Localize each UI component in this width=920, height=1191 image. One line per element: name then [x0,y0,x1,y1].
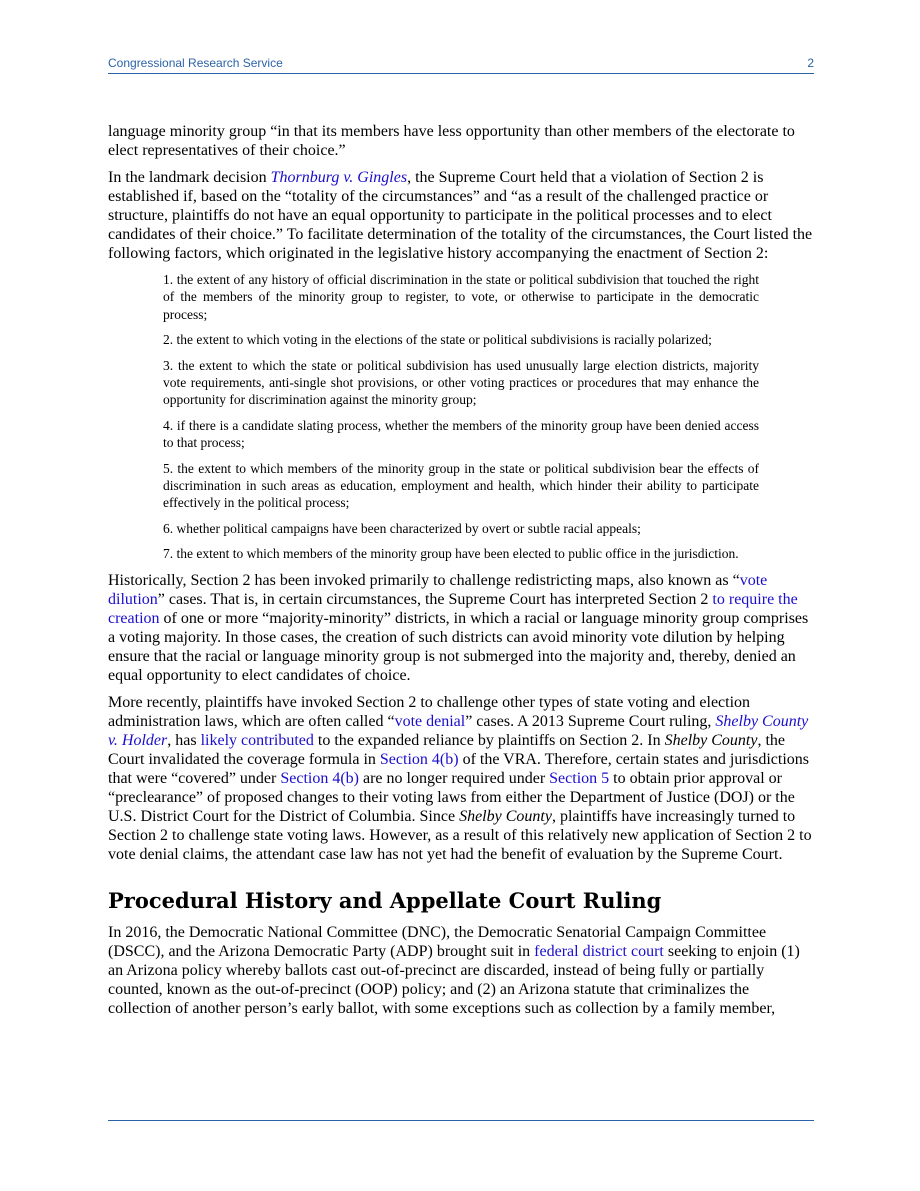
paragraph-gingles [108,168,814,263]
text: In 2016, the Democratic National Committee (DNC), the Democratic Senatorial Campaign Committee (DSCC), and the Arizona Democratic Party (ADP) brought suit in [108,923,767,960]
text: of one or more “majority-minority” districts, in which a racial or language minority group comprises a voting majority. In those cases, the creation of such districts can avoid minority vote dilution by helping ensure that the racial or language minority group is not submerged into the majority and, thereby, denied an equal opportunity to elect candidates of choice. [108,609,809,684]
text: Historically, Section 2 has been invoked primarily to challenge redistricting maps, also known as “ [108,571,740,589]
text: of the VRA. Therefore, certain states and jurisdictions that were “covered” under [108,750,809,787]
section-5-link[interactable]: Section 5 [549,769,610,787]
page-header [108,56,814,74]
vote-denial-link[interactable]: vote denial [394,712,466,730]
header-title: Congressional Research Service [108,56,283,70]
factor-item: 1. the extent of any history of official discrimination in the state or political subdivision that touched the right of the members of the minority group to register, to vote, or otherwise to participate in the democratic process; [163,272,759,322]
text: ” cases. That is, in certain circumstances, the Supreme Court has interpreted Section 2 [157,590,713,608]
text: More recently, plaintiffs have invoked Section 2 to challenge other types of state voting and election administration laws, which are often called “ [108,693,751,730]
footer-rule [108,1120,814,1121]
section-4b-link[interactable]: Section 4(b) [379,750,459,768]
paragraph-vote-dilution [108,571,814,685]
case-name: Shelby County [459,807,552,825]
text: In the landmark decision [108,169,271,186]
case-name: Shelby County [664,731,758,749]
factor-item: 7. the extent to which members of the minority group have been elected to public office in the jurisdiction. [163,546,739,562]
paragraph-procedural [108,923,814,1018]
section-heading: Procedural History and Appellate Court Ruling [108,887,662,913]
text: ” cases. A 2013 Supreme Court ruling, [465,712,716,730]
thornburg-link[interactable]: Thornburg v. Gingles [270,169,408,186]
require-creation-link[interactable]: to require the creation [108,590,798,627]
factor-item: 5. the extent to which members of the minority group in the state or political subdivision bear the effects of discrimination in such areas as education, employment and health, which hinder their ability to participate effectively in the political process; [163,460,759,511]
section-4b-link-2[interactable]: Section 4(b) [280,769,359,787]
text: , plaintiffs have increasingly turned to Section 2 to challenge state voting laws. However, as a result of this relatively new application of Section 2 to vote denial claims, the attendant case law has not yet had the benefit of evaluation by the Supreme Court. [108,807,812,863]
paragraph-continuation: language minority group “in that its members have less opportunity than other members of the electorate to elect representatives of their choice.” [108,123,795,159]
likely-contributed-link[interactable]: likely contributed [200,731,314,749]
page-content [108,122,814,1026]
factor-item: 3. the extent to which the state or political subdivision has used unusually large election districts, majority vote requirements, anti-single shot provisions, or other voting practices or procedures that may enhance the opportunity for discrimination against the minority group; [163,357,759,408]
factor-item: 2. the extent to which voting in the elections of the state or political subdivisions is racially polarized; [163,332,712,348]
factor-item: 6. whether political campaigns have been characterized by overt or subtle racial appeals; [163,520,641,536]
text: , the Supreme Court held that a violation of Section 2 is established if, based on the “totality of the circumstances” and “as a result of the challenged practice or structure, plaintiffs do not have an equal opportunity to participate in the political processes and to elect candidates of their choice.” To facilitate determination of the totality of the circumstances, the Court listed the following factors, which originated in the legislative history accompanying the enactment of Section 2: [108,169,813,262]
text: , the Court invalidated the coverage formula in [108,731,786,768]
vote-dilution-link[interactable]: vote dilution [108,571,768,608]
shelby-county-link[interactable]: Shelby County v. Holder [108,712,809,749]
page-number: 2 [807,56,814,70]
federal-district-court-link[interactable]: federal district court [534,942,664,960]
text: to obtain prior approval or “preclearance” of proposed changes to their voting laws from either the Department of Justice (DOJ) or the U.S. District Court for the District of Columbia. Since [108,769,795,825]
text: seeking to enjoin (1) an Arizona policy whereby ballots cast out-of-precinct are discarded, instead of being fully or partially counted, known as the out-of-precinct (OOP) policy; and (2) an Arizona statute that criminalizes the collection of another person’s early ballot, with some exceptions such as collection by a family member, [108,942,800,1017]
factor-item: 4. if there is a candidate slating process, whether the members of the minority group have been denied access to that process; [163,417,759,451]
text: , has [167,731,201,749]
paragraph-vote-denial [108,693,814,864]
factors-list [108,271,814,563]
text: are no longer required under [359,769,550,787]
text: to the expanded reliance by plaintiffs on Section 2. In [313,731,665,749]
